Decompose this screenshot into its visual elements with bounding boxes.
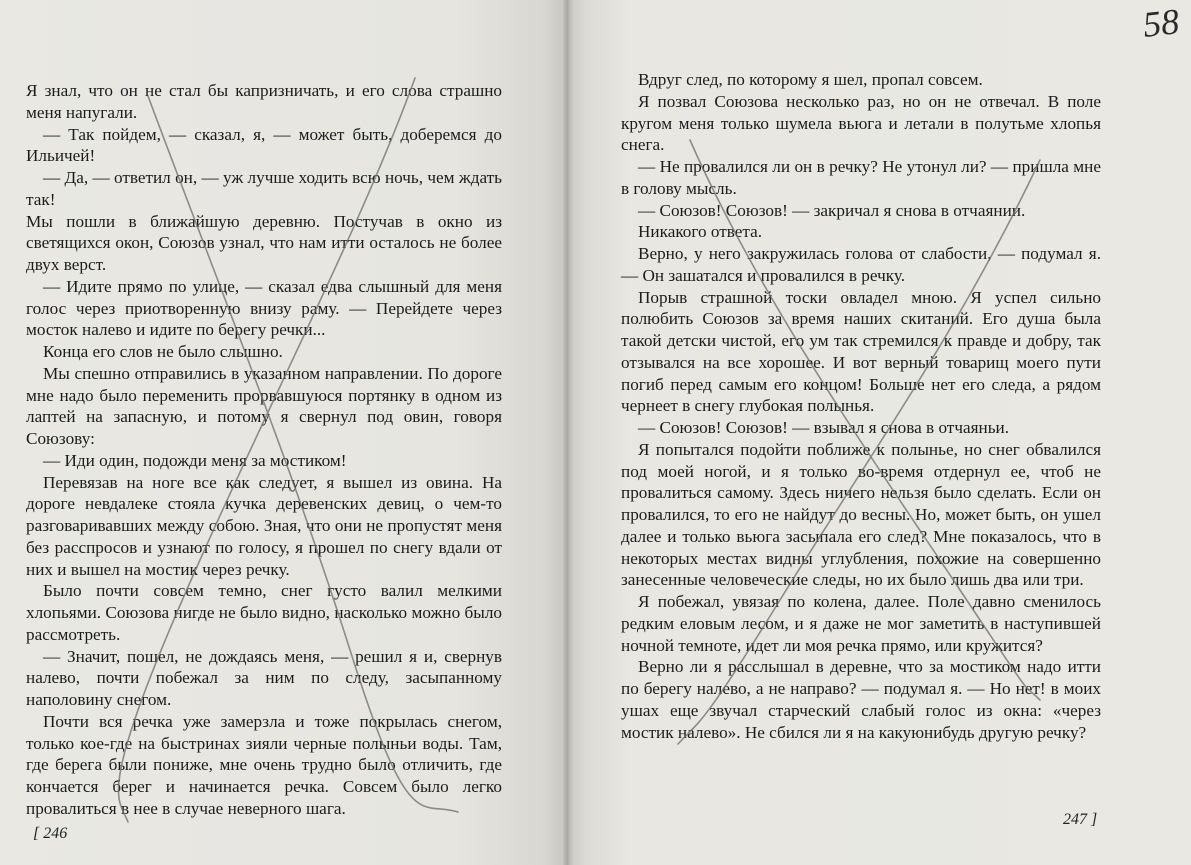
paragraph: — Так пойдем, — сказал, я, — может быть, доберемся до Ильичей!: [26, 124, 502, 166]
page-number-right: 247 ]: [1063, 811, 1098, 828]
paragraph: Мы спешно отправились в указанном направлении. По дороге мне надо было переменить прорвавшуюся портянку в одном из лаптей на запасную, и потому я свернул под овин, говоря Союзову:: [26, 363, 502, 448]
left-page: [0, 0, 568, 865]
paragraph: Конца его слов не было слышно.: [43, 342, 283, 361]
paragraph: Я знал, что он не стал бы капризничать, и его слова страшно меня напугали.: [26, 81, 502, 122]
paragraph: — Союзов! Союзов! — закричал я снова в отчаянии.: [638, 200, 1026, 220]
paragraph: Я позвал Союзова несколько раз, но он не отвечал. В поле кругом меня только шумела вьюга и летали в полутьме хлопья снега.: [621, 91, 1101, 155]
right-page: [568, 0, 1191, 865]
book-gutter: [561, 0, 575, 865]
paragraph: — Значит, пошел, не дождаясь меня, — решил я и, свернув налево, почти побежал за ним по следу, засыпанному наполовину снегом.: [26, 646, 502, 709]
paragraph: Я побежал, увязая по колена, далее. Поле давно сменилось редким еловым лесом, и я даже не мог заметить в наступившей ночной темноте, идет ли моя речка прямо, или кружится?: [621, 592, 1101, 655]
paragraph: — Иди один, подожди меня за мостиком!: [43, 450, 347, 470]
paragraph: Никакого ответа.: [638, 222, 763, 242]
paragraph: Верно ли я расслышал в деревне, что за мостиком надо итти по берегу налево, а не направо? — подумал я. — Но нет! в моих ушах еще звучал старческий слабый голос из окна: «через мостик налево». Не сбился ли я на какуюнибудь другую речку?: [621, 657, 1101, 742]
page-number-left: [ 246: [33, 825, 68, 842]
paragraph: — Да, — ответил он, — уж лучше ходить всю ночь, чем ждать так!: [26, 168, 502, 209]
left-page-text: [26, 80, 502, 820]
right-page-text: [621, 69, 1101, 743]
paragraph: Порыв страшной тоски овладел мною. Я успел сильно полюбить Союзов за время наших скитаний. Его душа была такой детски чистой, его ум так стремился к правде и добру, так отзывался на все хорошее. И вот верный товарищ моего пути погиб перед самым его концом! Больше нет его следа, а рядом чернеет в снегу глубокая полынья.: [621, 287, 1101, 416]
paragraph: Я попытался подойти поближе к полынье, но снег обвалился под моей ногой, и я только во-время отдернул ее, чтоб не провалиться самому. Здесь ничего нельзя было сделать. Если он провалился, то его не найдут до весны. Но, может быть, он ушел далее и только вьюга засыпала его след? Мне показалось, что в некоторых местах видны углубления, похожие на совершенно занесенные человеческие следы, но их было лишь два или три.: [621, 439, 1101, 590]
paragraph: Было почти совсем темно, снег густо валил мелкими хлопьями. Союзова нигде не было видно, насколько можно было рассмотреть.: [26, 581, 502, 644]
paragraph: Почти вся речка уже замерзла и тоже покрылась снегом, только кое-где на быстринах зияли черные полыньи воды. Там, где берега были пониже, мне очень трудно было отличить, где кончается берег и начинается речка. Совсем было легко провалиться в нее в случае неверного шага.: [26, 711, 502, 818]
paragraph: Мы пошли в ближайшую деревню. Постучав в окно из светящихся окон, Союзов узнал, что нам итти осталось не более двух верст.: [26, 211, 502, 274]
paragraph: Вдруг след, по которому я шел, пропал совсем.: [638, 70, 983, 89]
handwritten-folio-number: 58: [1141, 1, 1181, 45]
paragraph: — Союзов! Союзов! — взывал я снова в отчаяньи.: [638, 418, 1010, 437]
paragraph: — Не провалился ли он в речку? Не утонул ли? — пришла мне в голову мысль.: [621, 157, 1101, 198]
paragraph: Верно, у него закружилась голова от слабости, — подумал я. — Он зашатался и провалился в речку.: [621, 244, 1101, 285]
paragraph: — Идите прямо по улице, — сказал едва слышный для меня голос через приотворенную внизу раму. — Перейдете через мосток налево и идите по берегу речки...: [26, 276, 502, 340]
paragraph: Перевязав на ноге все как следует, я вышел из овина. На дороге невдалеке стояла кучка деревенских девиц, о чем-то разговаривавших между собою. Зная, что они не пропустят меня без расспросов и узнают по голосу, я прошел по снегу вдали от них и вышел на мостик через речку.: [26, 472, 502, 579]
